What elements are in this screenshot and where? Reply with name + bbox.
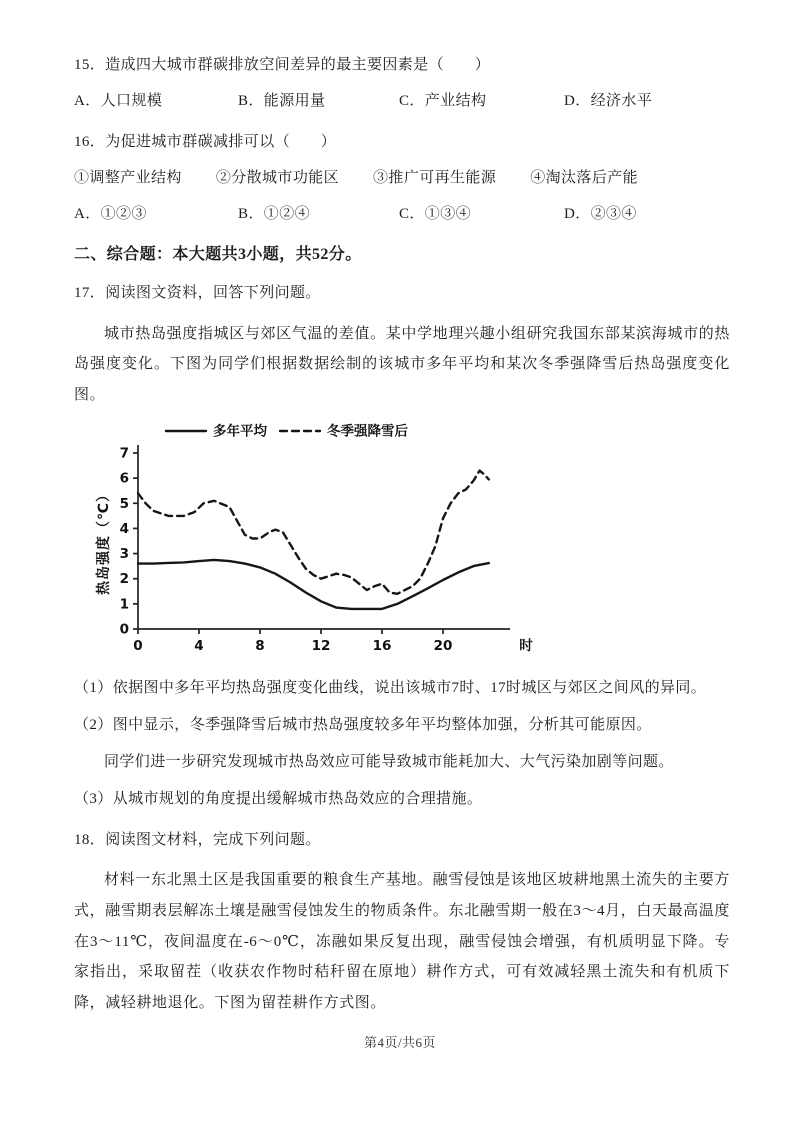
- svg-text:多年平均: 多年平均: [213, 423, 267, 440]
- option-b: B．能源用量: [238, 93, 326, 110]
- svg-text:2: 2: [119, 570, 129, 587]
- question-18-stem: 18．阅读图文材料，完成下列问题。: [74, 831, 321, 848]
- heat-island-chart-svg: [94, 419, 540, 663]
- svg-text:4: 4: [194, 637, 204, 654]
- svg-text:0: 0: [133, 637, 143, 654]
- svg-text:12: 12: [311, 637, 331, 654]
- svg-text:20: 20: [433, 637, 453, 654]
- item-3: ③推广可再生能源: [373, 169, 497, 186]
- question-15: [74, 54, 730, 114]
- item-2: ②分散城市功能区: [215, 169, 340, 186]
- question-17-note: 同学们进一步研究发现城市热岛效应可能导致城市能耗加大、大气污染加剧等问题。: [104, 753, 674, 770]
- svg-text:16: 16: [372, 637, 392, 654]
- option-c: C．产业结构: [399, 93, 487, 110]
- svg-text:冬季强降雪后: 冬季强降雪后: [327, 423, 408, 440]
- question-16-options: [74, 203, 730, 226]
- question-16: [74, 131, 730, 227]
- question-18: [74, 829, 730, 1019]
- option-a: A．①②③: [74, 206, 147, 222]
- option-d: D．②③④: [564, 206, 637, 222]
- option-c: C．①③④: [399, 206, 472, 222]
- svg-text:热岛强度（℃）: 热岛强度（℃）: [96, 486, 112, 595]
- option-d: D．经济水平: [564, 93, 653, 110]
- option-a: A．人口规模: [74, 93, 163, 110]
- svg-text:5: 5: [119, 495, 129, 512]
- question-16-stem: 16．为促进城市群碳减排可以（ ）: [74, 133, 337, 150]
- svg-text:3: 3: [119, 545, 129, 562]
- svg-text:1: 1: [119, 596, 129, 613]
- item-4: ④淘汰落后产能: [530, 169, 639, 186]
- question-17-stem: 17．阅读图文资料，回答下列问题。: [74, 285, 321, 302]
- item-1: ①调整产业结构: [74, 169, 182, 186]
- svg-text:0: 0: [119, 621, 129, 638]
- svg-text:7: 7: [119, 445, 129, 462]
- page-footer: 第4页/共6页: [363, 1035, 437, 1050]
- question-15-options: [74, 90, 730, 113]
- svg-text:6: 6: [119, 470, 129, 487]
- heat-island-chart: [94, 419, 540, 663]
- svg-text:时: 时: [519, 637, 533, 654]
- section-2-title: 二、综合题：本大题共3小题，共52分。: [74, 246, 362, 264]
- svg-text:4: 4: [119, 520, 129, 537]
- question-17-sub1: （1）依据图中多年平均热岛强度变化曲线，说出该城市7时、17时城区与郊区之间风的异同。: [74, 679, 707, 696]
- svg-text:8: 8: [255, 637, 265, 654]
- question-17: [74, 282, 730, 811]
- question-15-stem: 15．造成四大城市群碳排放空间差异的最主要因素是（ ）: [74, 57, 491, 73]
- question-17-sub2: （2）图中显示，冬季强降雪后城市热岛强度较多年平均整体加强，分析其可能原因。: [74, 716, 652, 733]
- question-17-intro: 城市热岛强度指城区与郊区气温的差值。某中学地理兴趣小组研究我国东部某滨海城市的热岛强度变化。下图为同学们根据数据绘制的该城市多年平均和某次冬季强降雪后热岛强度变化图。: [74, 325, 730, 403]
- question-17-sub3: （3）从城市规划的角度提出缓解城市热岛效应的合理措施。: [74, 790, 483, 807]
- question-16-items: [74, 167, 730, 190]
- question-18-material: 材料一东北黑土区是我国重要的粮食生产基地。融雪侵蚀是该地区坡耕地黑土流失的主要方式，融雪期表层解冻土壤是融雪侵蚀发生的物质条件。东北融雪期一般在3～4月，白天最高温度在3～11℃，夜间温度在-6～0℃，冻融如果反复出现，融雪侵蚀会增强，有机质明显下降。专家指出，采取留茬（收获农作物时秸秆留在原地）耕作方式，可有效减轻黑土流失和有机质下降，减轻耕地退化。下图为留茬耕作方式图。: [74, 872, 730, 1011]
- option-b: B．①②④: [238, 206, 311, 222]
